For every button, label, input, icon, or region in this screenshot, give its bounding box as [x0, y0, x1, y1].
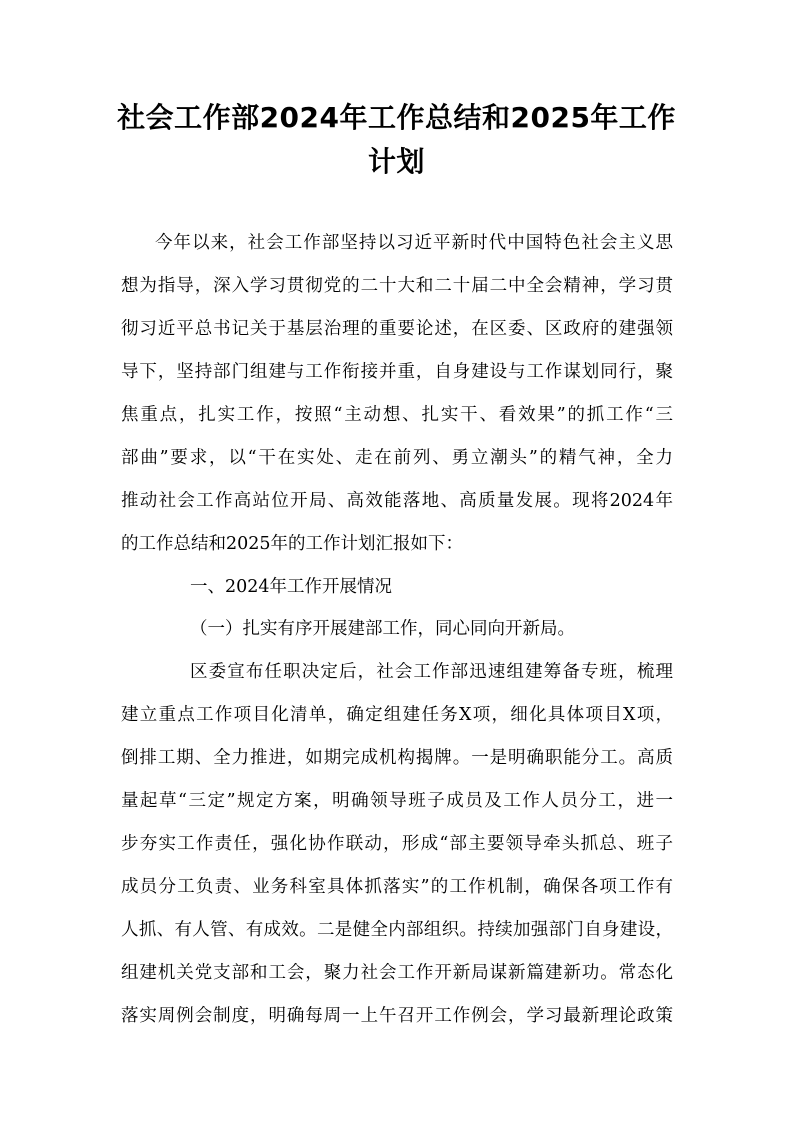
- paragraph-1-line: 导下，坚持部门组建与工作衔接并重，自身建设与工作谋划同行，聚: [121, 362, 673, 382]
- paragraph-2-line: 人抓、有人管、有成效。二是健全内部组织。持续加强部门自身建设，: [121, 920, 673, 940]
- paragraph-2-line: 落实周例会制度，明确每周一上午召开工作例会，学习最新理论政策: [121, 1006, 673, 1026]
- paragraph-2-line: 步夯实工作责任，强化协作联动，形成“部主要领导牵头抓总、班子: [121, 834, 673, 854]
- subsection-heading: （一）扎实有序开展建部工作，同心同向开新局。: [190, 619, 575, 639]
- paragraph-1-line: 彻习近平总书记关于基层治理的重要论述，在区委、区政府的建强领: [121, 319, 673, 339]
- section-heading: 一、2024年工作开展情况: [190, 577, 393, 597]
- paragraph-2-line: 组建机关党支部和工会，聚力社会工作开新局谋新篇建新功。常态化: [121, 963, 673, 983]
- paragraph-1-line: 部曲”要求，以“干在实处、走在前列、勇立潮头”的精气神，全力: [121, 448, 673, 468]
- document-title-line-2: 计划: [367, 145, 425, 178]
- paragraph-1-line: 推动社会工作高站位开局、高效能落地、高质量发展。现将2024年: [121, 491, 673, 511]
- paragraph-1-line: 焦重点，扎实工作，按照“主动想、扎实干、看效果”的抓工作“三: [121, 405, 673, 425]
- paragraph-2-line: 量起草“三定”规定方案，明确领导班子成员及工作人员分工，进一: [121, 791, 673, 811]
- paragraph-1-line: 的工作总结和2025年的工作计划汇报如下：: [121, 534, 464, 554]
- paragraph-1-line: 今年以来，社会工作部坚持以习近平新时代中国特色社会主义思: [155, 233, 673, 253]
- paragraph-1-line: 想为指导，深入学习贯彻党的二十大和二十届二中全会精神，学习贯: [121, 276, 673, 296]
- paragraph-2-line: 倒排工期、全力推进，如期完成机构揭牌。一是明确职能分工。高质: [121, 748, 673, 768]
- paragraph-2-line: 区委宣布任职决定后，社会工作部迅速组建筹备专班，梳理: [190, 662, 673, 682]
- document-title-line-1: 社会工作部2024年工作总结和2025年工作: [117, 101, 676, 134]
- paragraph-2-line: 建立重点工作项目化清单，确定组建任务X项，细化具体项目X项，: [121, 705, 673, 725]
- paragraph-2-line: 成员分工负责、业务科室具体抓落实”的工作机制，确保各项工作有: [121, 877, 673, 897]
